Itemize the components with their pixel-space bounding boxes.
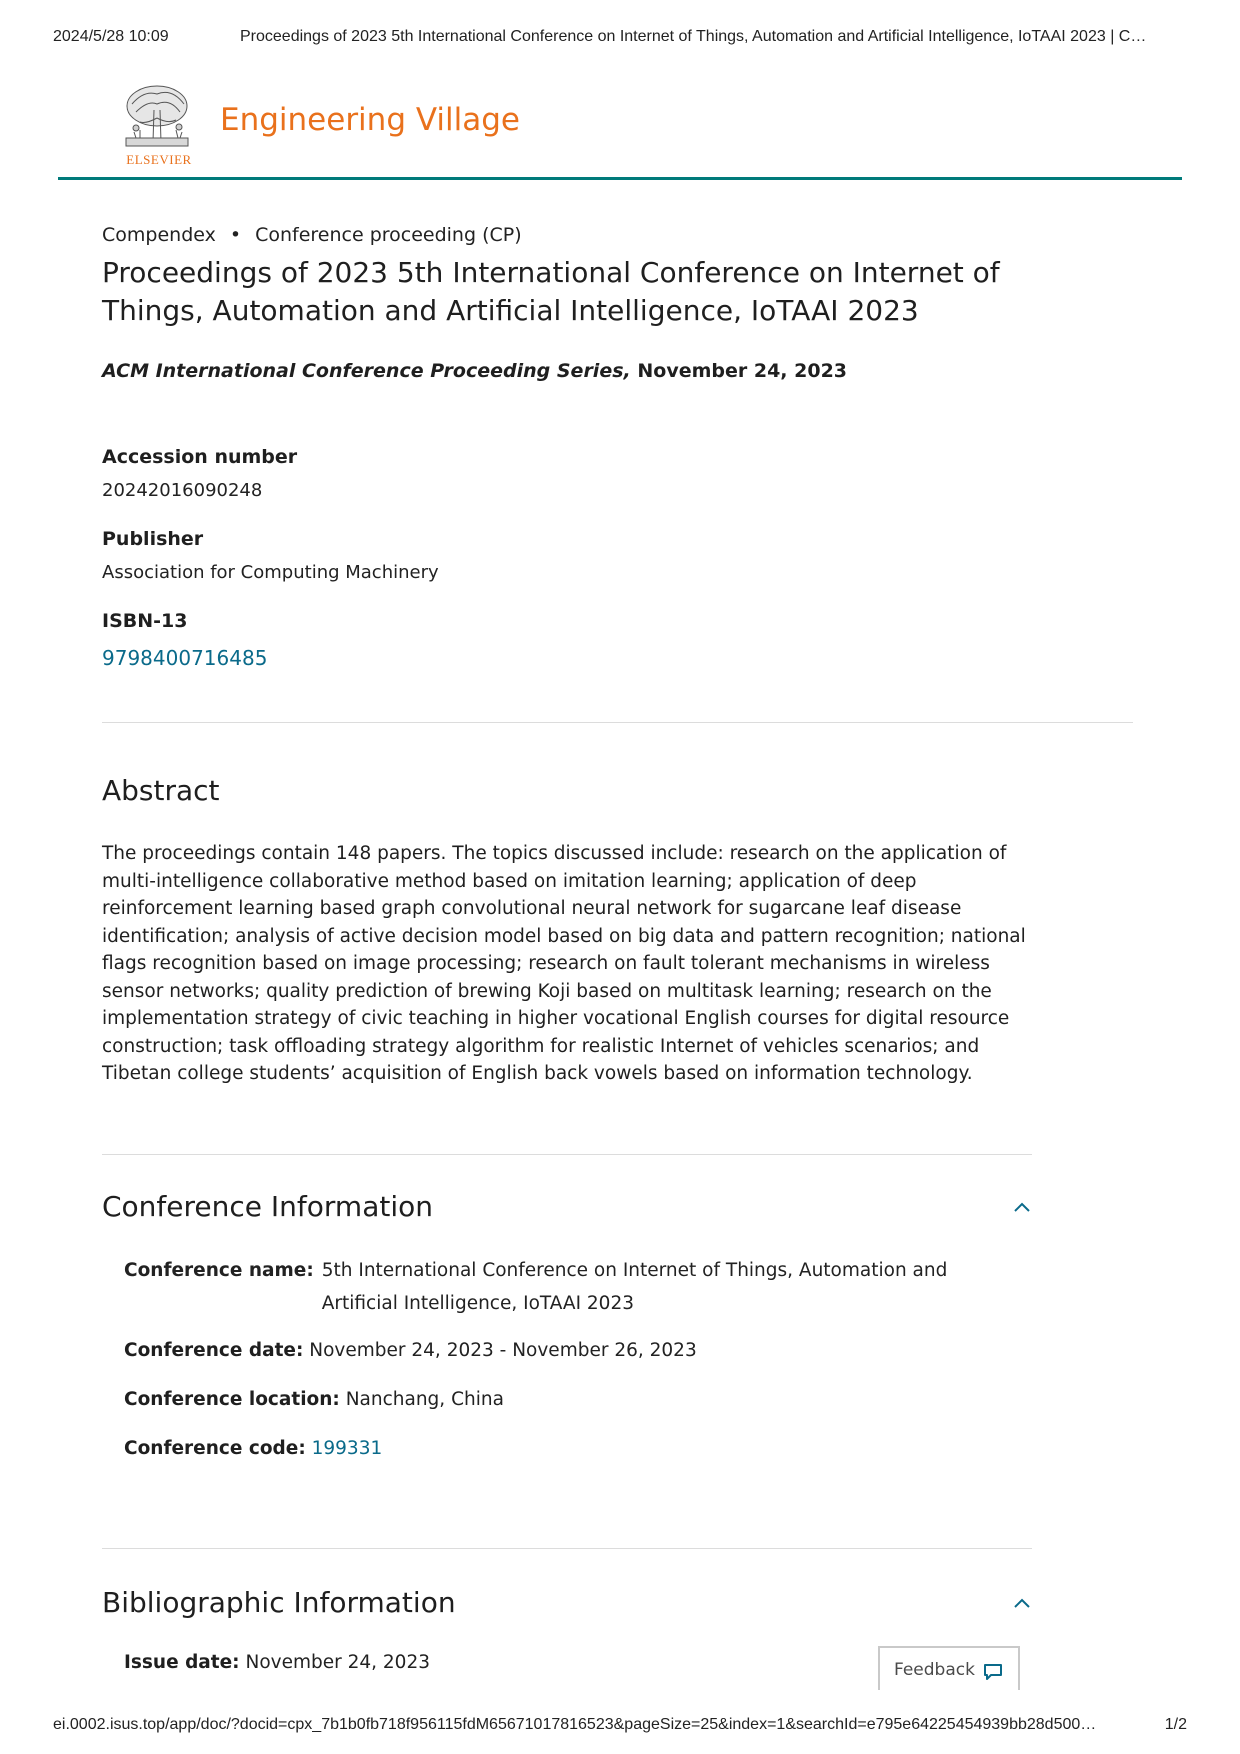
conference-heading[interactable]: Conference Information (102, 1190, 433, 1223)
product-name[interactable]: Engineering Village (220, 102, 520, 138)
bibliographic-heading[interactable]: Bibliographic Information (102, 1586, 456, 1619)
print-date: 2024/5/28 10:09 (53, 28, 169, 45)
feedback-label: Feedback (894, 1660, 975, 1680)
abstract-heading: Abstract (102, 774, 220, 807)
print-title: Proceedings of 2023 5th International Conference on Internet of Things, Automation and Artificial Intelligence, IoTAAI 2023 | C… (240, 28, 1147, 45)
publisher-value: Association for Computing Machinery (102, 562, 439, 583)
series-name: ACM International Conference Proceeding Series, (102, 360, 631, 382)
feedback-button[interactable] (878, 1646, 1020, 1690)
page-number: 1/2 (1164, 1716, 1187, 1733)
publisher-label: Publisher (102, 528, 204, 550)
conference-date-value: November 24, 2023 - November 26, 2023 (309, 1340, 697, 1361)
conference-date-label: Conference date: (124, 1340, 304, 1361)
conference-date-row (124, 1340, 697, 1361)
database-label: Compendex (102, 224, 216, 246)
elsevier-tree-icon (118, 82, 196, 152)
publication-date: November 24, 2023 (637, 360, 848, 382)
conference-name-value: 5th International Conference on Internet of Things, Automation and Artificial Intelligence, IoTAAI 2023 (321, 1260, 948, 1314)
chat-bubble-icon (982, 1662, 1004, 1682)
isbn-link[interactable]: 9798400716485 (102, 646, 268, 670)
chevron-up-icon[interactable] (1012, 1596, 1032, 1610)
header-divider (58, 177, 1182, 180)
conference-name-label: Conference name: (124, 1260, 314, 1281)
record-meta (102, 224, 522, 246)
brand-header (118, 82, 618, 172)
elsevier-logo[interactable] (118, 82, 196, 168)
chevron-up-icon[interactable] (1012, 1200, 1032, 1214)
print-header (53, 28, 1187, 50)
print-footer (53, 1716, 1187, 1738)
issue-date-row (124, 1652, 430, 1673)
doc-type-label: Conference proceeding (CP) (255, 224, 522, 246)
elsevier-wordmark: ELSEVIER (126, 152, 192, 167)
conference-location-row (124, 1389, 504, 1410)
conference-name-row (124, 1254, 1024, 1320)
abstract-text: The proceedings contain 148 papers. The topics discussed include: research on the application of multi-intelligence collaborative method based on imitation learning; application of deep reinforcement learning based graph convolutional neural network for sugarcane leaf disease identification; analysis of active decision model based on big data and pattern recognition; national flags recognition based on image processing; research on fault tolerant mechanisms in wireless sensor networks; quality prediction of brewing Koji based on multitask learning; research on the implementation strategy of civic teaching in higher vocational English courses for digital resource construction; task offloading strategy algorithm for realistic Internet of vehicles scenarios; and Tibetan college students’ acquisition of English back vowels based on information technology. (102, 843, 1026, 1084)
conference-code-label: Conference code: (124, 1438, 306, 1459)
separator-dot: • (229, 224, 242, 246)
isbn-label: ISBN-13 (102, 610, 188, 632)
section-divider (102, 1548, 1032, 1549)
issue-date-value: November 24, 2023 (245, 1652, 430, 1673)
conference-code-link[interactable]: 199331 (311, 1438, 383, 1459)
section-divider (102, 1154, 1032, 1155)
conference-location-label: Conference location: (124, 1389, 340, 1410)
conference-location-value: Nanchang, China (345, 1389, 504, 1410)
accession-value: 20242016090248 (102, 480, 263, 501)
accession-label: Accession number (102, 446, 298, 468)
print-url: ei.0002.isus.top/app/doc/?docid=cpx_7b1b0fb718f956115fdM65671017816523&pageSize=25&index=1&searchId=e795e64225454939bb28d500… (53, 1716, 1097, 1733)
conference-code-row (124, 1438, 382, 1459)
source-line (102, 360, 847, 382)
issue-date-label: Issue date: (124, 1652, 240, 1673)
page-title: Proceedings of 2023 5th International Conference on Internet of Things, Automation and Artificial Intelligence, IoTAAI 2023 (102, 256, 1000, 327)
section-divider (102, 722, 1133, 723)
